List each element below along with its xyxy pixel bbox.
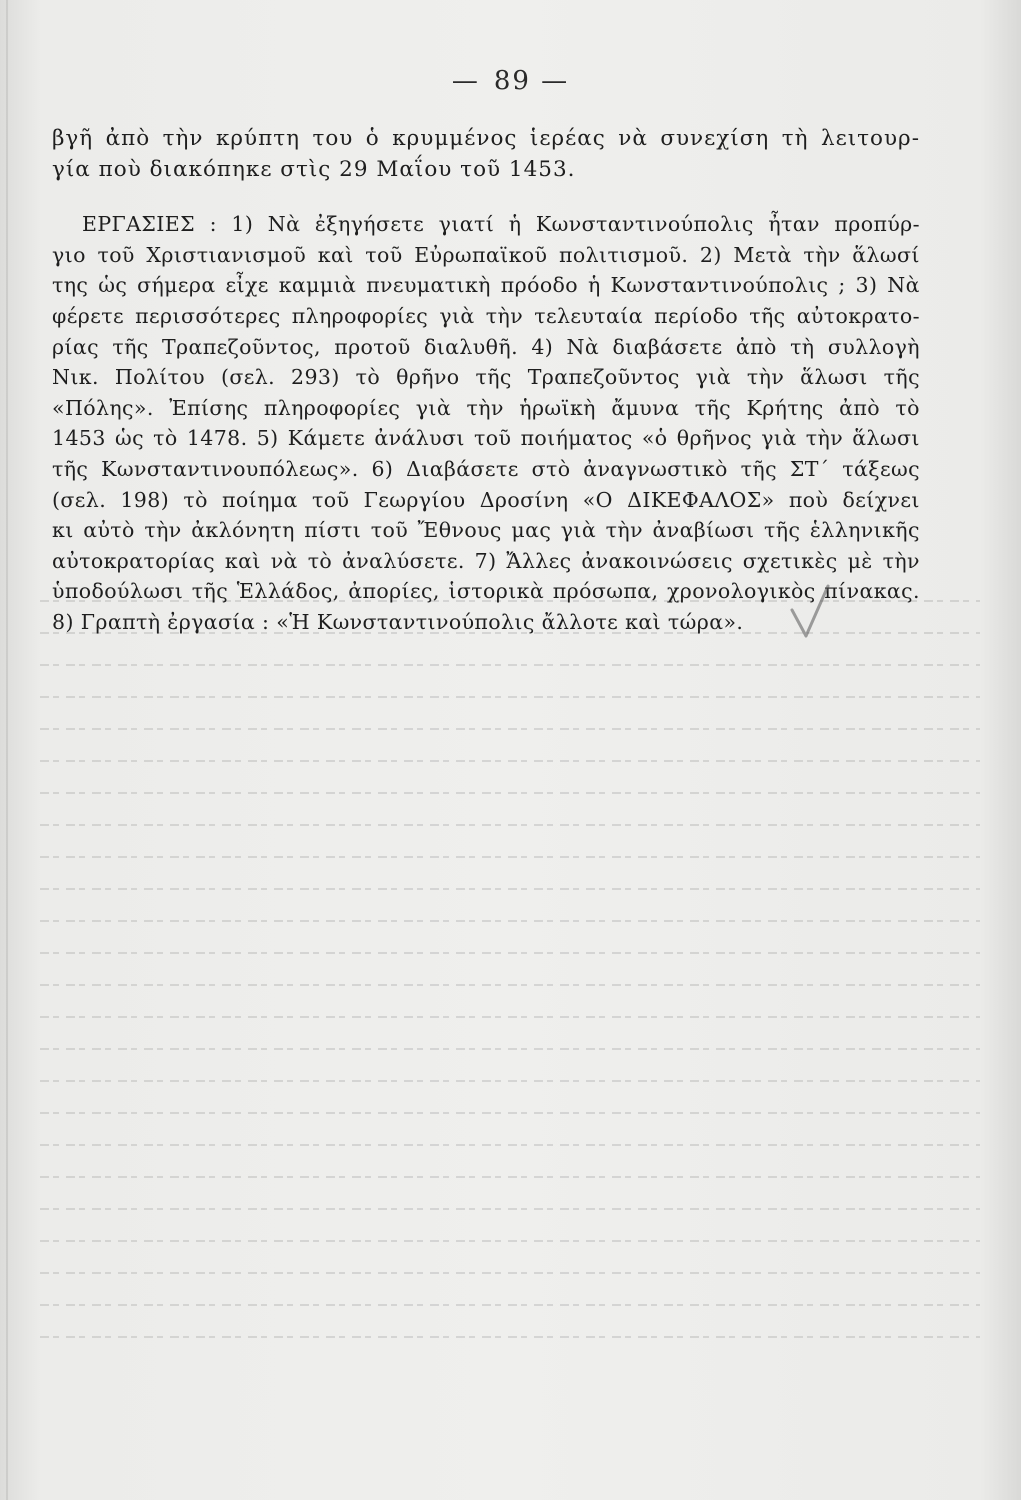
word: ἀναβίωσι bbox=[652, 518, 755, 543]
word: ἀνάλυσι bbox=[374, 426, 465, 451]
word: Κρήτης bbox=[746, 395, 824, 420]
word: γιὰ bbox=[415, 395, 452, 420]
word: τὴ bbox=[790, 334, 815, 359]
text-line bbox=[52, 124, 920, 155]
text-line bbox=[52, 301, 920, 332]
word: Χριστιανισμοῦ bbox=[146, 242, 307, 267]
text-line bbox=[52, 240, 920, 271]
word: ἅλωσι bbox=[852, 426, 920, 451]
word: ἡ bbox=[587, 273, 601, 298]
word: ὁ bbox=[365, 126, 380, 151]
word: τὴν bbox=[605, 518, 643, 543]
word: τῆς bbox=[764, 518, 801, 543]
word: τὴν bbox=[466, 395, 504, 420]
word: Νὰ bbox=[267, 212, 301, 237]
word: θρῆνο bbox=[396, 365, 460, 390]
word: ἱερέας bbox=[529, 126, 606, 151]
word: ποίημα bbox=[222, 487, 298, 512]
word: νὰ bbox=[270, 548, 298, 573]
word: του bbox=[312, 126, 354, 151]
word: 1478. bbox=[186, 426, 248, 451]
word: τοῦ bbox=[365, 242, 403, 267]
word: ἀπὸ bbox=[105, 126, 151, 151]
word: ποιήματος bbox=[520, 426, 633, 451]
word: πληροφορίες bbox=[263, 395, 401, 420]
word: πίστι bbox=[304, 518, 362, 543]
word: 198) bbox=[120, 487, 170, 512]
word: 7) bbox=[474, 548, 497, 573]
word: 2) bbox=[699, 242, 722, 267]
word: ἀναγνωστικὸ bbox=[583, 456, 728, 481]
word: 5) bbox=[256, 426, 279, 451]
word: καμμιὰ bbox=[278, 273, 357, 298]
word: Νικ. bbox=[52, 365, 99, 390]
word: Ἑλλάδος, bbox=[236, 579, 340, 604]
word: περισσότερες bbox=[135, 303, 281, 328]
word: 293) bbox=[291, 365, 340, 390]
word: ἀπὸ bbox=[735, 334, 777, 359]
text-line bbox=[52, 546, 920, 577]
word: τὸ bbox=[307, 548, 333, 573]
word: ΕΡΓΑΣΙΕΣ bbox=[82, 212, 196, 237]
word: πολιτισμοῦ. bbox=[559, 242, 689, 267]
word: μας bbox=[511, 518, 552, 543]
word: συλλογὴ bbox=[827, 334, 920, 359]
word: «ὁ bbox=[641, 426, 668, 451]
check-mark-icon bbox=[786, 580, 834, 644]
word: προτοῦ bbox=[334, 334, 411, 359]
word: τὸ bbox=[153, 426, 178, 451]
word: αὐτοκρατο- bbox=[796, 303, 920, 328]
word: ὑποδούλωσι bbox=[52, 579, 184, 604]
word: πνευματικὴ bbox=[366, 273, 491, 298]
word: Κωνσταντινούπολις bbox=[610, 273, 829, 298]
word: 3) bbox=[855, 273, 878, 298]
word: ΔΙΚΕΦΑΛΟΣ» bbox=[627, 487, 775, 512]
word: τάξεως bbox=[842, 456, 920, 481]
word: τοῦ bbox=[370, 518, 409, 543]
word: Ἔθνους bbox=[417, 518, 502, 543]
word: τοῦ bbox=[474, 426, 512, 451]
word: τῆς bbox=[112, 334, 149, 359]
word: ἦταν bbox=[768, 212, 820, 237]
word: χρονολογικὸς bbox=[666, 579, 816, 604]
text-line bbox=[52, 454, 920, 485]
word: Μετὰ bbox=[733, 242, 792, 267]
word: τῆς bbox=[475, 365, 512, 390]
word: γιὰ bbox=[761, 426, 797, 451]
word: της bbox=[52, 273, 89, 298]
word: Ἄλλες bbox=[506, 548, 572, 573]
word: 1) bbox=[231, 212, 254, 237]
word: ἀπορίες, bbox=[348, 579, 440, 604]
word: ΣΤ΄ bbox=[789, 456, 830, 481]
word: δείχνει bbox=[842, 487, 920, 512]
word: Διαβάσετε bbox=[406, 456, 519, 481]
word: γιὰ bbox=[439, 303, 475, 328]
word: φέρετε bbox=[52, 303, 125, 328]
word: πρόσωπα, bbox=[552, 579, 659, 604]
word: 1453 bbox=[52, 426, 106, 451]
word: Κωνσταντινουπόλεως». bbox=[101, 456, 359, 481]
body-text bbox=[52, 124, 920, 638]
page-crease bbox=[6, 0, 8, 1500]
word: πίνακας. bbox=[824, 579, 920, 604]
word: τὴν bbox=[805, 426, 844, 451]
word: θρῆνος bbox=[676, 426, 753, 451]
word: τῆς bbox=[883, 365, 920, 390]
word: ; bbox=[838, 273, 846, 298]
word: 4) bbox=[531, 334, 554, 359]
word: ἡρωϊκὴ bbox=[519, 395, 596, 420]
word: αὐτὸ bbox=[83, 518, 135, 543]
word: ἑλληνικῆς bbox=[809, 518, 920, 543]
word: κρυμμένος bbox=[392, 126, 518, 151]
word: γιο bbox=[52, 242, 86, 267]
word: Δροσίνη bbox=[479, 487, 569, 512]
word: (σελ. bbox=[52, 487, 107, 512]
word: πρόοδο bbox=[500, 273, 579, 298]
word: σήμερα bbox=[137, 273, 216, 298]
word: τὴν bbox=[485, 303, 524, 328]
text-line bbox=[52, 362, 920, 393]
word: διαβάσετε bbox=[612, 334, 723, 359]
word: βγῆ bbox=[52, 126, 94, 151]
text-line: γία ποὺ διακόπηκε στὶς 29 Μαΐου τοῦ 1453. bbox=[52, 156, 576, 182]
word: τὴν bbox=[162, 126, 204, 151]
page-number-value: 89 bbox=[493, 66, 531, 96]
word: λειτουρ- bbox=[820, 126, 920, 151]
word: καὶ bbox=[317, 242, 354, 267]
word: συνεχίση bbox=[660, 126, 770, 151]
word: Ἐπίσης bbox=[169, 395, 249, 420]
text-line bbox=[52, 515, 920, 546]
word: Τραπεζοῦντος bbox=[527, 365, 680, 390]
word: τοῦ bbox=[97, 242, 135, 267]
word: διαλυθῆ. bbox=[423, 334, 519, 359]
word: καὶ bbox=[224, 548, 261, 573]
word: Πολίτου bbox=[114, 365, 206, 390]
word: ρίας bbox=[52, 334, 100, 359]
word: κι bbox=[52, 518, 74, 543]
word: ποὺ bbox=[788, 487, 829, 512]
word: τῆς bbox=[191, 579, 229, 604]
word: νὰ bbox=[618, 126, 648, 151]
text-line: 8) Γραπτὴ ἐργασία : «Ἡ Κωνσταντινούπολις ἄλλοτε καὶ τώρα». bbox=[52, 609, 744, 634]
word: ἱστορικὰ bbox=[448, 579, 545, 604]
word: ἡ bbox=[508, 212, 522, 237]
text-line bbox=[52, 485, 920, 516]
word: μὲ bbox=[847, 548, 873, 573]
word: τελευταία bbox=[534, 303, 643, 328]
word: «Πόλης». bbox=[52, 395, 154, 420]
word: ἀναλύσετε. bbox=[342, 548, 465, 573]
bleed-through-text bbox=[40, 600, 980, 1360]
word: 6) bbox=[371, 456, 394, 481]
word: τὴν bbox=[803, 242, 841, 267]
word: ἅλωσί bbox=[852, 242, 920, 267]
word: αὐτοκρατορίας bbox=[52, 548, 215, 573]
word: τὴ bbox=[781, 126, 809, 151]
word: ὡς bbox=[98, 273, 128, 298]
page-number: — 89 — bbox=[451, 66, 570, 96]
word: ὡς bbox=[114, 426, 144, 451]
word: γιατί bbox=[438, 212, 495, 237]
word: ἅλωσι bbox=[800, 365, 868, 390]
word: τῆς bbox=[740, 456, 777, 481]
word: Κωνσταντινούπολις bbox=[535, 212, 754, 237]
word: Τραπεζοῦντος, bbox=[161, 334, 321, 359]
word: σχετικὲς bbox=[742, 548, 838, 573]
word: γιὰ bbox=[560, 518, 597, 543]
word: εἶχε bbox=[225, 273, 269, 298]
word: τὴν bbox=[746, 365, 785, 390]
word: προπύρ- bbox=[834, 212, 920, 237]
word: Γεωργίου bbox=[363, 487, 466, 512]
word: (σελ. bbox=[220, 365, 276, 390]
word: τὸ bbox=[895, 395, 920, 420]
word: τὸ bbox=[355, 365, 381, 390]
word: στὸ bbox=[531, 456, 571, 481]
word: τὴν bbox=[882, 548, 920, 573]
text-line bbox=[52, 332, 920, 363]
word: ἀκλόνητη bbox=[191, 518, 295, 543]
word: «Ο bbox=[582, 487, 613, 512]
word: γιὰ bbox=[695, 365, 731, 390]
word: Νὰ bbox=[887, 273, 920, 298]
word: ἄμυνα bbox=[611, 395, 680, 420]
word: πληροφορίες bbox=[291, 303, 429, 328]
word: Κάμετε bbox=[287, 426, 366, 451]
word: ἀνακοινώσεις bbox=[581, 548, 733, 573]
text-line bbox=[52, 393, 920, 424]
word: : bbox=[209, 212, 217, 237]
word: τοῦ bbox=[311, 487, 350, 512]
word: Εὐρωπαϊκοῦ bbox=[414, 242, 548, 267]
exercises-heading-line bbox=[52, 209, 920, 240]
word: τὴν bbox=[144, 518, 182, 543]
word: Νὰ bbox=[566, 334, 600, 359]
word: ἀπὸ bbox=[839, 395, 880, 420]
word: τὸ bbox=[183, 487, 208, 512]
word: κρύπτη bbox=[215, 126, 300, 151]
text-line bbox=[52, 270, 920, 301]
word: τῆς bbox=[52, 456, 89, 481]
word: ἐξηγήσετε bbox=[314, 212, 425, 237]
text-line bbox=[52, 423, 920, 454]
word: τῆς bbox=[749, 303, 786, 328]
word: τῆς bbox=[694, 395, 732, 420]
word: περίοδο bbox=[654, 303, 739, 328]
